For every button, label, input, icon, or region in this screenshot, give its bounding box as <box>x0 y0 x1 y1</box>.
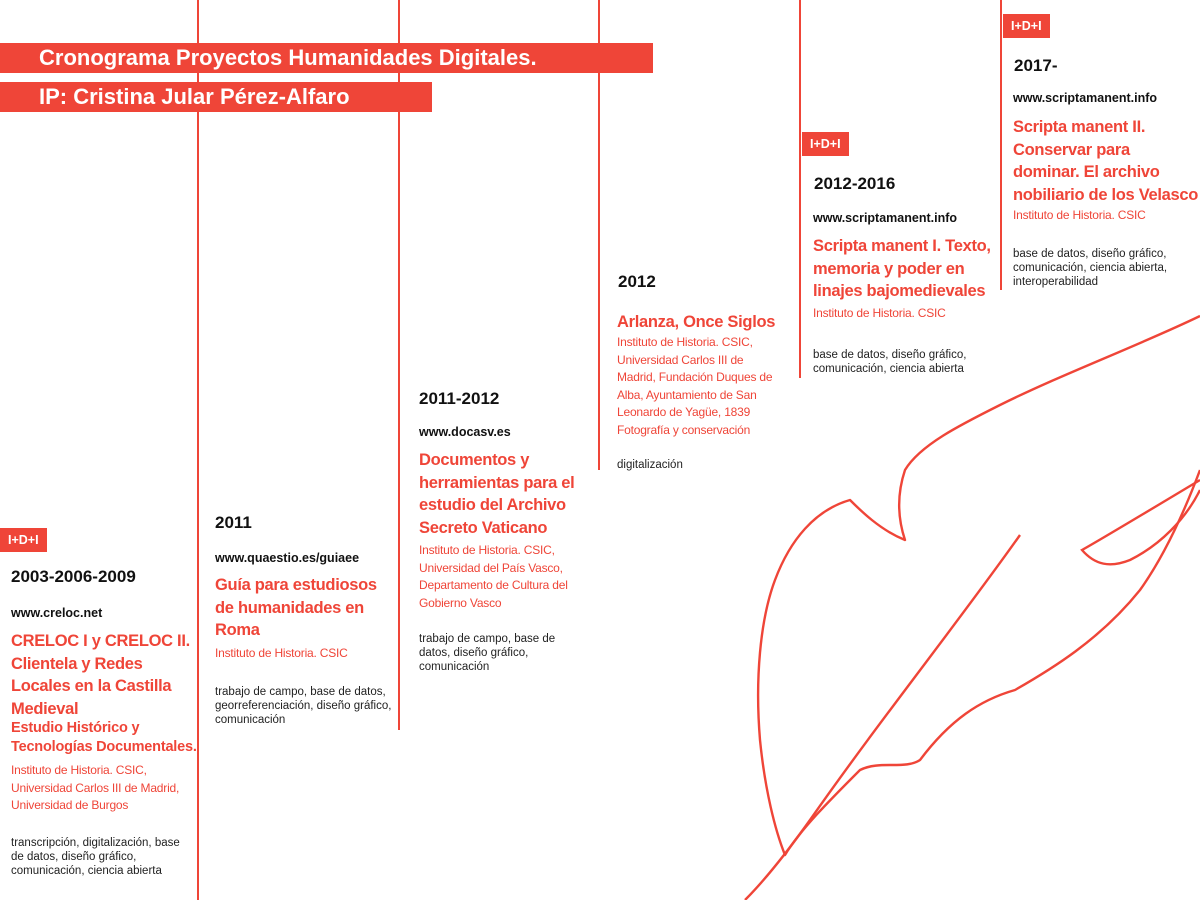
timeline-line <box>197 0 199 900</box>
project-years: 2011-2012 <box>419 389 500 408</box>
project-title: Documentos y herramientas para el estudio del Archivo Secreto Vaticano <box>419 451 575 537</box>
project-title: Scripta manent II. Conservar para dominar. El archivo nobiliario de los Velasco <box>1013 118 1199 204</box>
page-subtitle-ip: IP: Cristina Jular Pérez-Alfaro <box>0 82 432 112</box>
project-years: 2017- <box>1014 56 1058 75</box>
project-keywords: base de datos, diseño gráfico, comunicación, ciencia abierta, interoperabilidad <box>1013 248 1168 288</box>
idi-badge: I+D+I <box>0 528 47 552</box>
project-url[interactable]: www.scriptamanent.info <box>1013 91 1158 105</box>
project-subtitle: Estudio Histórico y Tecnologías Documentales. <box>11 720 197 755</box>
project-url[interactable]: www.docasv.es <box>419 425 511 439</box>
idi-badge: I+D+I <box>802 132 849 156</box>
project-title: Guía para estudiosos de humanidades en Roma <box>215 576 377 639</box>
project-institutions: Instituto de Historia. CSIC <box>1013 208 1146 222</box>
project-years: 2012 <box>618 272 656 291</box>
project-institutions: Instituto de Historia. CSIC, Universidad Carlos III de Madrid, Universidad de Burgos <box>11 763 180 812</box>
idi-badge: I+D+I <box>1003 14 1050 38</box>
project-institutions: Instituto de Historia. CSIC, Universidad Carlos III de Madrid, Fundación Duques de Alba, Ayuntamiento de San Leonardo de Yagüe, 1839 Fotografía y conservación <box>617 335 773 437</box>
project-institutions: Instituto de Historia. CSIC, Universidad del País Vasco, Departamento de Cultura del Gobierno Vasco <box>419 543 568 610</box>
project-title: Arlanza, Once Siglos <box>617 313 776 331</box>
project-title: CRELOC I y CRELOC II. Clientela y Redes Locales en la Castilla Medieval <box>11 632 190 718</box>
timeline-line <box>1000 0 1002 290</box>
page-title: Cronograma Proyectos Humanidades Digitales. <box>0 43 653 73</box>
timeline-line <box>799 0 801 378</box>
project-keywords: digitalización <box>617 459 683 471</box>
project-keywords: transcripción, digitalización, base de datos, diseño gráfico, comunicación, ciencia abierta <box>11 837 180 877</box>
project-keywords: trabajo de campo, base de datos, georreferenciación, diseño gráfico, comunicación <box>215 686 392 726</box>
project-years: 2011 <box>215 513 252 532</box>
project-institutions: Instituto de Historia. CSIC <box>215 646 348 660</box>
project-years: 2012-2016 <box>814 174 896 193</box>
project-url[interactable]: www.creloc.net <box>11 606 103 620</box>
project-title: Scripta manent I. Texto, memoria y poder en linajes bajomedievales <box>813 237 991 300</box>
project-keywords: base de datos, diseño gráfico, comunicación, ciencia abierta <box>813 349 967 375</box>
project-url[interactable]: www.scriptamanent.info <box>813 211 958 225</box>
project-keywords: trabajo de campo, base de datos, diseño gráfico, comunicación <box>419 633 556 673</box>
project-years: 2003-2006-2009 <box>11 567 136 586</box>
project-url[interactable]: www.quaestio.es/guiaee <box>215 551 360 565</box>
project-institutions: Instituto de Historia. CSIC <box>813 306 946 320</box>
